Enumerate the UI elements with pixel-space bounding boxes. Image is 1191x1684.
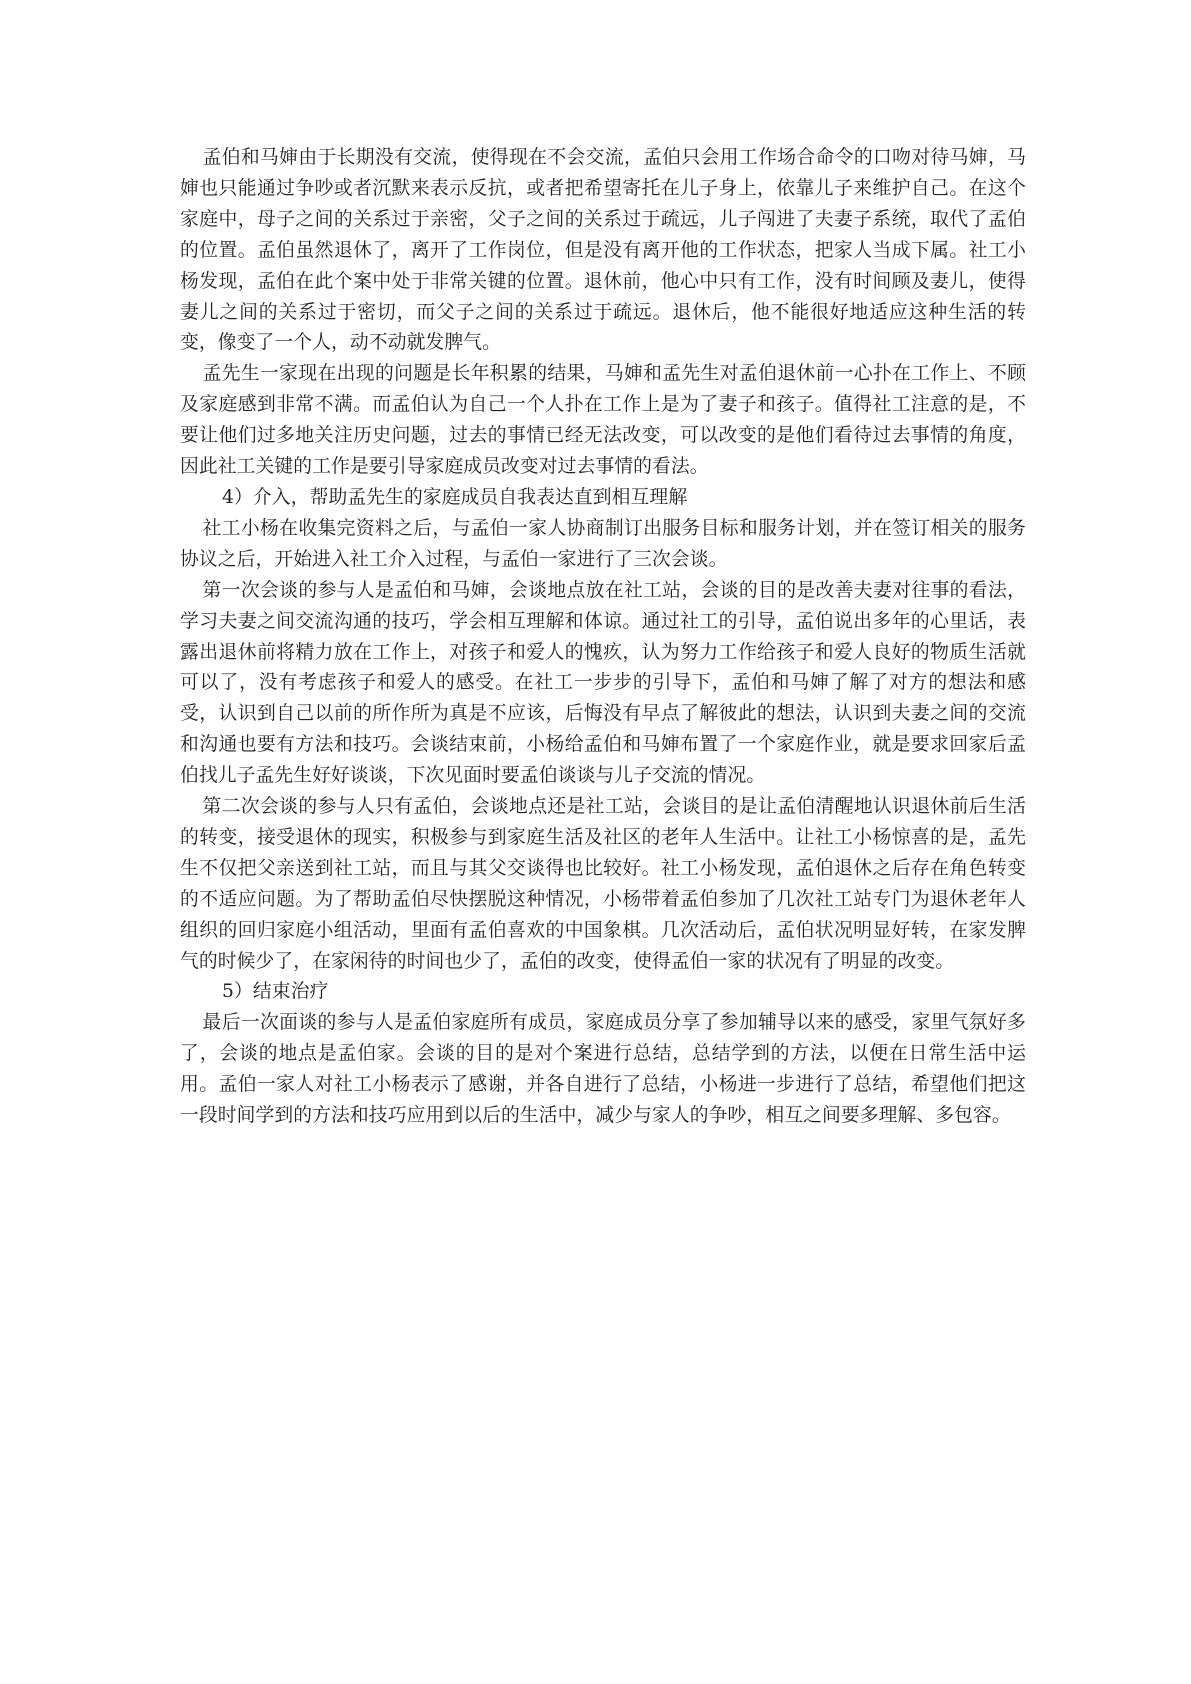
paragraph-second-session: 第二次会谈的参与人只有孟伯，会谈地点还是社工站，会谈目的是让孟伯清醒地认识退休前后生活的转变，接受退休的现实，积极参与到家庭生活及社区的老年人生活中。让社工小杨惊喜的是，孟先生不仅把父亲送到社工站，而且与其父交谈得也比较好。社工小杨发现，孟伯退休之后存在角色转变的不适应问题。为了帮助孟伯尽快摆脱这种情况，小杨带着孟伯参加了几次社工站专门为退休老年人组织的回归家庭小组活动，里面有孟伯喜欢的中国象棋。几次活动后，孟伯状况明显好转，在家发脾气的时候少了，在家闲待的时间也少了，孟伯的改变，使得孟伯一家的状况有了明显的改变。 <box>180 796 1026 972</box>
document-body <box>180 143 1026 1132</box>
paragraph-family-relations: 孟伯和马婶由于长期没有交流，使得现在不会交流，孟伯只会用工作场合命令的口吻对待马婶，马婶也只能通过争吵或者沉默来表示反抗，或者把希望寄托在儿子身上，依靠儿子来维护自己。在这个家庭中，母子之间的关系过于亲密，父子之间的关系过于疏远，儿子闯进了夫妻子系统，取代了孟伯的位置。孟伯虽然退休了，离开了工作岗位，但是没有离开他的工作状态，把家人当成下属。社工小杨发现，孟伯在此个案中处于非常关键的位置。退休前，他心中只有工作，没有时间顾及妻儿，使得妻儿之间的关系过于密切，而父子之间的关系过于疏远。退休后，他不能很好地适应这种生活的转变，像变了一个人，动不动就发脾气。 <box>180 147 1026 354</box>
paragraph-first-session: 第一次会谈的参与人是孟伯和马婶，会谈地点放在社工站，会谈的目的是改善夫妻对往事的看法，学习夫妻之间交流沟通的技巧，学会相互理解和体谅。通过社工的引导，孟伯说出多年的心里话，表露出退休前将精力放在工作上，对孩子和爱人的愧疚，认为努力工作给孩子和爱人良好的物质生活就可以了，没有考虑孩子和爱人的感受。在社工一步步的引导下，孟伯和马婶了解了对方的想法和感受，认识到自己以前的所作所为真是不应该，后悔没有早点了解彼此的想法，认识到夫妻之间的交流和沟通也要有方法和技巧。会谈结束前，小杨给孟伯和马婶布置了一个家庭作业，就是要求回家后孟伯找儿子孟先生好好谈谈，下次见面时要孟伯谈谈与儿子交流的情况。 <box>180 579 1026 787</box>
paragraph-problem-analysis: 孟先生一家现在出现的问题是长年积累的结果，马婶和孟先生对孟伯退休前一心扑在工作上、不顾及家庭感到非常不满。而孟伯认为自己一个人扑在工作上是为了妻子和孩子。值得社工注意的是，不要让他们过多地关注历史问题，过去的事情已经无法改变，可以改变的是他们看待过去事情的角度，因此社工关键的工作是要引导家庭成员改变对过去事情的看法。 <box>180 363 1026 478</box>
section-heading-termination: 5）结束治疗 <box>222 981 329 1003</box>
section-heading-intervention: 4）介入，帮助孟先生的家庭成员自我表达直到相互理解 <box>222 486 688 508</box>
paragraph-service-plan: 社工小杨在收集完资料之后，与孟伯一家人协商制订出服务目标和服务计划，并在签订相关的服务协议之后，开始进入社工介入过程，与孟伯一家进行了三次会谈。 <box>180 517 1026 570</box>
paragraph-final-session: 最后一次面谈的参与人是孟伯家庭所有成员，家庭成员分享了参加辅导以来的感受，家里气氛好多了，会谈的地点是孟伯家。会谈的目的是对个案进行总结，总结学到的方法，以便在日常生活中运用。孟伯一家人对社工小杨表示了感谢，并各自进行了总结，小杨进一步进行了总结，希望他们把这一段时间学到的方法和技巧应用到以后的生活中，减少与家人的争吵，相互之间要多理解、多包容。 <box>180 1012 1026 1127</box>
